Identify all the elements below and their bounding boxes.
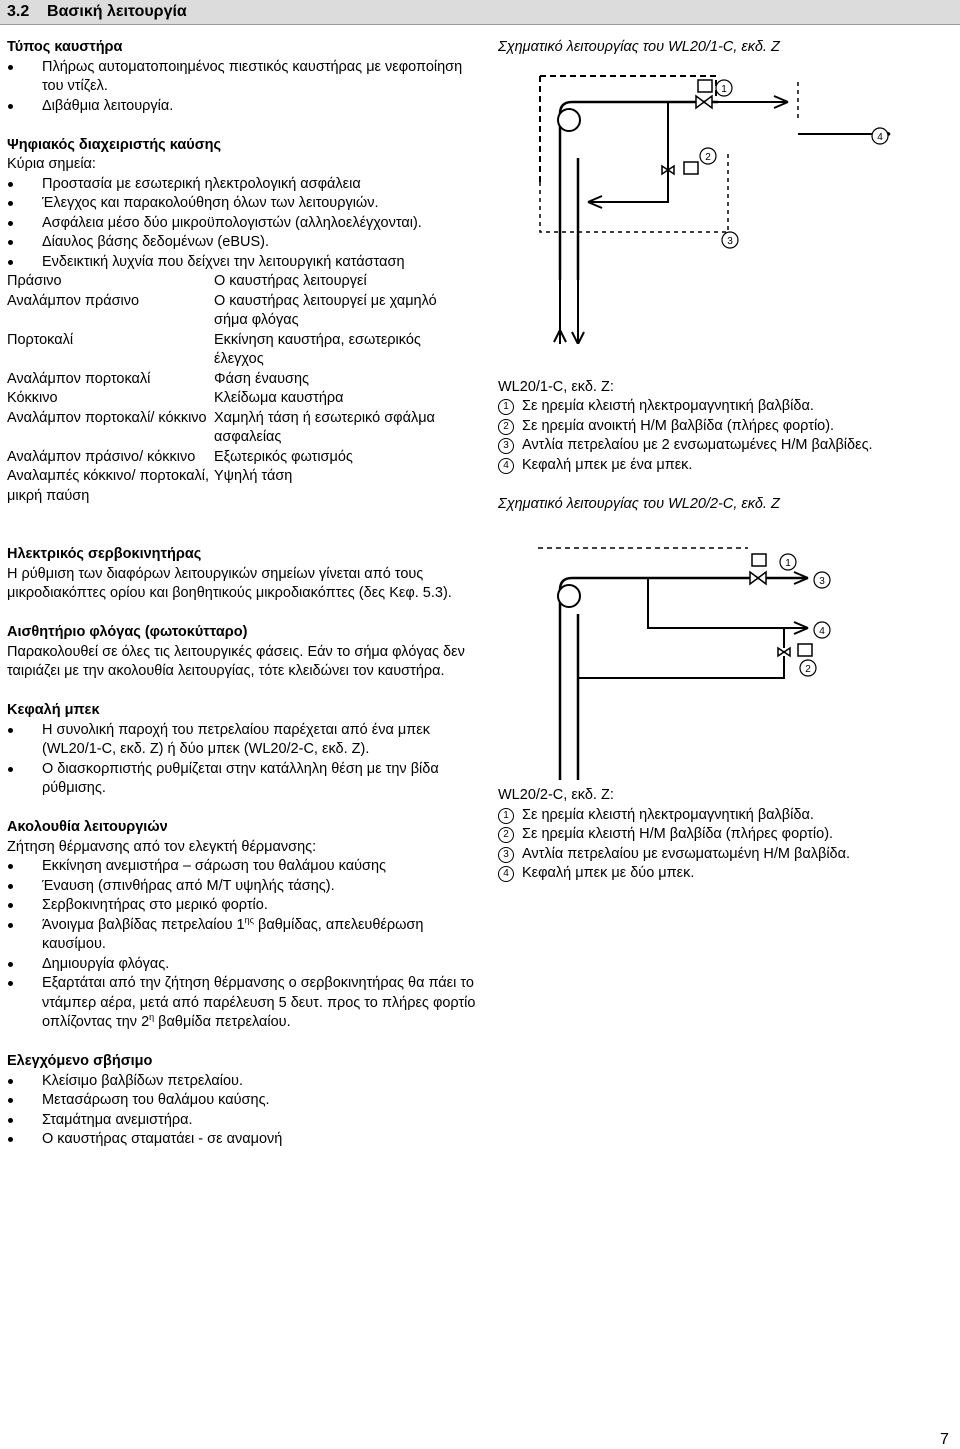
legend-row xyxy=(498,417,953,437)
list-item: Σερβοκινητήρας στο μερικό φορτίο. xyxy=(7,896,477,916)
ordinal-suffix: ης xyxy=(244,914,254,925)
svg-text:4: 4 xyxy=(819,626,825,637)
shutdown-list xyxy=(7,1072,477,1150)
list-item: Σταμάτημα ανεμιστήρα. xyxy=(7,1111,477,1131)
diagram1-model: WL20/1-C, εκδ. Z: xyxy=(498,378,614,395)
status-indicator: Αναλάμπον πράσινο/ κόκκινο xyxy=(7,448,196,465)
legend-number: 4 xyxy=(498,866,514,882)
list-item: Ο καυστήρας σταματάει - σε αναμονή xyxy=(7,1130,477,1150)
left-column xyxy=(7,38,477,1150)
status-indicator: Πράσινο xyxy=(7,273,62,289)
right-column xyxy=(498,38,953,884)
table-row xyxy=(7,370,474,390)
burner-type-block xyxy=(7,38,477,116)
legend-text: Σε ηρεμία κλειστή ηλεκτρομαγνητική βαλβίδα. xyxy=(522,398,814,414)
status-meaning: Χαμηλή τάση ή εσωτερικό σφάλμα ασφαλείας xyxy=(214,409,435,445)
diagram2-model: WL20/2-C, εκδ. Z: xyxy=(498,787,614,803)
svg-text:1: 1 xyxy=(721,83,727,95)
servomotor-block xyxy=(7,545,477,604)
list-item: Η συνολική παροχή του πετρελαίου παρέχεται από ένα μπεκ (WL20/1-C, εκδ. Z) ή δύο μπεκ (WL20/2-C, εκδ. Z). xyxy=(7,721,477,760)
legend-text: Αντλία πετρελαίου με 2 ενσωματωμένες Η/Μ βαλβίδες. xyxy=(522,437,873,453)
legend-text: Κεφαλή μπεκ με δύο μπεκ. xyxy=(522,865,695,881)
status-indicator: Αναλαμπές κόκκινο/ πορτοκαλί, μικρή παύση xyxy=(7,468,209,504)
status-meaning: Ο καυστήρας λειτουργεί xyxy=(214,273,367,289)
status-indicator: Αναλάμπον πορτοκαλί/ κόκκινο xyxy=(7,409,207,426)
burner-type-list xyxy=(7,58,477,117)
legend-number: 3 xyxy=(498,847,514,863)
shutdown-block xyxy=(7,1052,477,1150)
pump-icon xyxy=(558,585,580,607)
svg-text:3: 3 xyxy=(727,235,733,247)
svg-text:1: 1 xyxy=(785,558,791,569)
table-row xyxy=(7,292,474,331)
nozzle-head-heading: Κεφαλή μπεκ xyxy=(7,702,100,718)
svg-text:2: 2 xyxy=(705,151,711,163)
sequence-step-text: Εξαρτάται από την ζήτηση θέρμανσης ο σερβοκινητήρας θα πάει το ντάμπερ αέρα, μετά από παρέλευση 5 δευτ. προς το πλήρες φορτίο οπλίζοντας την 2 xyxy=(42,975,476,1030)
list-item: Έλεγχος και παρακολούθηση όλων των λειτουργιών. xyxy=(7,194,477,214)
status-meaning: Ο καυστήρας λειτουργεί με χαμηλό σήμα φλόγας xyxy=(214,292,437,328)
diagram2-schematic xyxy=(498,518,898,780)
list-item: Εκκίνηση ανεμιστήρα – σάρωση του θαλάμου καύσης xyxy=(7,857,477,877)
table-row xyxy=(7,331,474,370)
controller-heading: Ψηφιακός διαχειριστής καύσης xyxy=(7,136,222,153)
legend-row xyxy=(498,806,953,826)
list-item: Πλήρως αυτοματοποιημένος πιεστικός καυστήρας με νεφοποίηση του ντίζελ. xyxy=(7,58,477,97)
diagram1-caption: Σχηματικό λειτουργίας του WL20/1-C, εκδ. Z xyxy=(498,39,780,55)
servomotor-text: Η ρύθμιση των διαφόρων λειτουργικών σημείων γίνεται από τους μικροδιακόπτες ορίου και βοηθητικούς μικροδιακόπτες (δες Κεφ. 5.3). xyxy=(7,565,452,601)
status-meaning: Υψηλή τάση xyxy=(214,468,293,484)
legend-text: Κεφαλή μπεκ με ένα μπεκ. xyxy=(522,456,693,473)
status-indicator: Κόκκινο xyxy=(7,390,58,406)
table-row xyxy=(7,409,474,448)
legend-text: Σε ηρεμία κλειστή Η/Μ βαλβίδα (πλήρες φορτίο). xyxy=(522,826,834,842)
diagram1-legend xyxy=(498,397,953,475)
table-row xyxy=(7,467,474,506)
sequence-block xyxy=(7,818,477,1033)
nozzle-head-list xyxy=(7,721,477,799)
diagram2-caption: Σχηματικό λειτουργίας του WL20/2-C, εκδ. Z xyxy=(498,495,780,512)
burner-type-heading: Τύπος καυστήρα xyxy=(7,39,123,55)
sequence-heading: Ακολουθία λειτουργιών xyxy=(7,819,168,835)
sequence-list xyxy=(7,857,477,1033)
legend-row xyxy=(498,456,953,476)
list-item: Κλείσιμο βαλβίδων πετρελαίου. xyxy=(7,1072,477,1092)
status-meaning: Κλείδωμα καυστήρα xyxy=(214,390,344,406)
page-number: 7 xyxy=(940,1431,949,1448)
list-item: Έναυση (σπινθήρας από Μ/Τ υψηλής τάσης). xyxy=(7,877,477,897)
legend-row xyxy=(498,825,953,845)
list-item: Προστασία με εσωτερική ηλεκτρολογική ασφάλεια xyxy=(7,175,477,195)
status-indicator: Αναλάμπον πορτοκαλί xyxy=(7,370,151,387)
flame-sensor-heading: Αισθητήριο φλόγας (φωτοκύτταρο) xyxy=(7,624,248,640)
diagram2-legend xyxy=(498,806,953,884)
legend-row xyxy=(498,845,953,865)
sequence-step-text: βαθμίδα πετρελαίου. xyxy=(154,1014,291,1030)
legend-text: Σε ηρεμία κλειστή ηλεκτρομαγνητική βαλβίδα. xyxy=(522,806,814,823)
status-meaning: Φάση έναυσης xyxy=(214,370,310,387)
list-item xyxy=(7,916,477,955)
section-header-bar xyxy=(0,0,960,25)
legend-number: 4 xyxy=(498,458,514,474)
legend-number: 3 xyxy=(498,438,514,454)
list-item: Διβάθμια λειτουργία. xyxy=(7,97,477,117)
sequence-intro: Ζήτηση θέρμανσης από τον ελεγκτή θέρμανσης: xyxy=(7,838,317,855)
table-row xyxy=(7,389,474,409)
legend-number: 2 xyxy=(498,419,514,435)
table-row xyxy=(7,448,474,468)
legend-number: 1 xyxy=(498,808,514,824)
status-meaning: Εξωτερικός φωτισμός xyxy=(214,448,353,465)
table-row xyxy=(7,272,474,292)
flame-sensor-text: Παρακολουθεί σε όλες τις λειτουργικές φάσεις. Εάν το σήμα φλόγας δεν ταιριάζει με την ακολουθία λειτουργίας, τότε κλειδώνει τον καυστήρα. xyxy=(7,643,465,679)
section-number: 3.2 xyxy=(7,3,30,20)
list-item: Ασφάλεια μέσο δύο μικροϋπολογιστών (αλληλοελέγχονται). xyxy=(7,214,477,234)
flame-sensor-block xyxy=(7,623,477,682)
list-item xyxy=(7,974,477,1033)
legend-text: Αντλία πετρελαίου με ενσωματωμένη Η/Μ βαλβίδα. xyxy=(522,845,851,862)
list-item: Μετασάρωση του θαλάμου καύσης. xyxy=(7,1091,477,1111)
section-title xyxy=(7,0,187,24)
status-indicator: Πορτοκαλί xyxy=(7,331,74,348)
pump-icon xyxy=(558,109,580,131)
status-light-table xyxy=(7,272,474,506)
legend-row xyxy=(498,397,953,417)
svg-text:2: 2 xyxy=(805,664,811,675)
controller-intro: Κύρια σημεία: xyxy=(7,156,96,172)
legend-number: 1 xyxy=(498,399,514,415)
legend-text: Σε ηρεμία ανοικτή Η/Μ βαλβίδα (πλήρες φορτίο). xyxy=(522,417,835,434)
section-title-text: Βασική λειτουργία xyxy=(47,3,187,20)
legend-number: 2 xyxy=(498,827,514,843)
shutdown-heading: Ελεγχόμενο σβήσιμο xyxy=(7,1053,153,1069)
sequence-step-text: Άνοιγμα βαλβίδας πετρελαίου 1 xyxy=(42,916,245,933)
list-item: Ο διασκορπιστής ρυθμίζεται στην κατάλληλη θέση με την βίδα ρύθμισης. xyxy=(7,760,477,799)
servomotor-heading: Ηλεκτρικός σερβοκινητήρας xyxy=(7,546,202,562)
controller-list xyxy=(7,175,477,273)
status-indicator: Αναλάμπον πράσινο xyxy=(7,292,140,309)
legend-row xyxy=(498,436,953,456)
controller-block xyxy=(7,136,477,507)
ordinal-suffix: η xyxy=(149,1012,155,1023)
list-item: Ενδεικτική λυχνία που δείχνει την λειτουργική κατάσταση xyxy=(7,253,477,273)
legend-row xyxy=(498,864,953,884)
diagram1-schematic xyxy=(498,62,898,344)
status-meaning: Εκκίνηση καυστήρα, εσωτερικός έλεγχος xyxy=(214,331,421,367)
svg-text:4: 4 xyxy=(877,131,883,143)
list-item: Δίαυλος βάσης δεδομένων (eBUS). xyxy=(7,233,477,253)
svg-text:3: 3 xyxy=(819,576,825,587)
sequence-step-text: βαθμίδας, απελευθέρωση καυσίμου. xyxy=(42,916,424,952)
nozzle-head-block xyxy=(7,701,477,799)
list-item: Δημιουργία φλόγας. xyxy=(7,955,477,975)
